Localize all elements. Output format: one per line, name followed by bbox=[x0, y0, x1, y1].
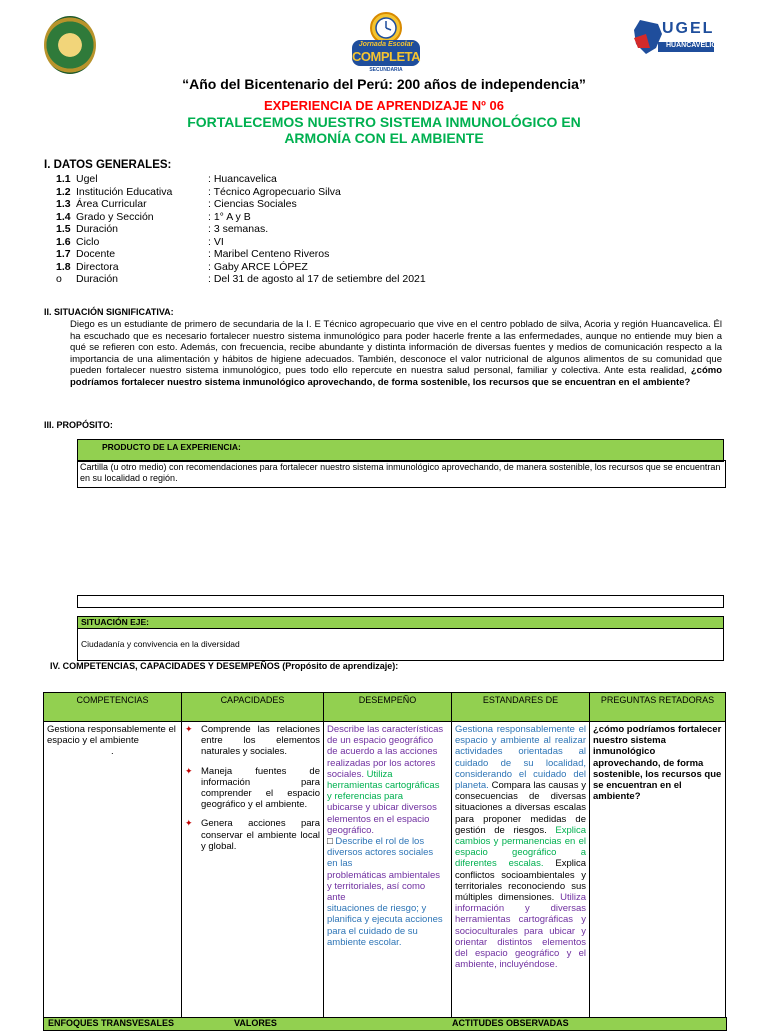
datos-value: : Ciencias Sociales bbox=[208, 198, 297, 210]
situacion-text: Diego es un estudiante de primero de secundaria de la I. E Técnico agropecuario que vive en el centro poblado de silva, Acoria y región Huancavelica. Él ha escuchado que es necesario fortalecer nuestro sistema inmunológico para poder hacerle frente a las enfermedades, aunque no entiende muy bien a qué se refieren con esto. Además, con frecuencia, recibe abundante y distinta información de diversas fuentes y medios de comunicación respecto a la importancia de una alimentación y hábitos de higiene adecuados. También, desconoce el valor nutricional de algunos alimentos de su comunidad que pueden fortalecer nuestro sistema inmunológico, pues todo ello repercute en nuestra salud personal, familiar y colectiva. Ante esta realidad, bbox=[70, 319, 722, 376]
estandares-cell: Gestiona responsablemente el espacio y ambiente al realizar actividades orientadas al cuidado de su localidad, considerando el cuidado del planeta. Compara las causas y consecuencias de diversas situaciones a diversas escalas para proponer medidas de gestión de riesgos. Explica cambios y permanencias en el espacio geográfico a diferentes escalas. Explica conflictos socioambientales y territoriales reconociendo sus múltiples dimensiones. Utiliza información y diversas herramientas cartográficas y socioculturales para ubicar y orientar distintos elementos del espacio geográfico y el ambiente, incluyéndose. bbox=[452, 722, 590, 1024]
datos-label: Duración bbox=[76, 223, 119, 235]
enfoques-header-row bbox=[43, 1017, 727, 1031]
desempeno-cell: Describe las características de un espacio geográfico de acuerdo a las acciones realizadas por los actores sociales. Utiliza herramientas cartográficas y referencias para ubicarse y ubicar diversos elementos en el espacio geográfico. □ Describe el rol de los diversos actores sociales en las problemáticas ambientales y territoriales, así como ante situaciones de riesgo; y planifica y ejecuta acciones para el cuidado de su ambiente escolar. bbox=[324, 722, 452, 1024]
datos-num: 1.2 bbox=[56, 185, 71, 198]
datos-num: 1.5 bbox=[56, 223, 71, 235]
producto-text: Cartilla (u otro medio) con recomendaciones para fortalecer nuestro sistema inmunológico aprovechando, de manera sostenible, los recursos que se encuentran en su localidad o región. bbox=[77, 460, 726, 488]
datos-value: : 3 semanas. bbox=[208, 223, 269, 235]
competencia-text: Gestiona responsablemente el espacio y el ambiente bbox=[47, 724, 176, 747]
datos-num: 1.4 bbox=[56, 210, 71, 223]
bullet-icon: ✦ bbox=[185, 765, 193, 776]
datos-table bbox=[56, 173, 426, 286]
datos-num: o bbox=[56, 273, 62, 285]
datos-label: Directora bbox=[76, 260, 119, 273]
logo-mid-text2: COMPLETA bbox=[352, 49, 420, 64]
eje-label: SITUACIÓN EJE: bbox=[81, 617, 150, 627]
ugel-logo-icon bbox=[632, 18, 722, 58]
datos-num: 1.7 bbox=[56, 248, 71, 260]
datos-value: : Gaby ARCE LÓPEZ bbox=[208, 260, 308, 273]
proposito-heading: III. PROPÓSITO: bbox=[44, 420, 113, 430]
col-capacidades: CAPACIDADES bbox=[182, 693, 324, 722]
situacion-question: ¿cómo podríamos fortalecer nuestro sistema inmunológico aprovechando, de forma sostenible, los recursos que se encuentran en el ambiente? bbox=[70, 365, 722, 388]
experience-number: EXPERIENCIA DE APRENDIZAJE Nº 06 bbox=[263, 98, 504, 113]
datos-num: 1.1 bbox=[56, 173, 71, 185]
datos-heading: I. DATOS GENERALES: bbox=[44, 159, 172, 171]
capacidades-cell bbox=[182, 722, 324, 1024]
datos-label: Ciclo bbox=[76, 235, 100, 248]
actitudes-label: ACTITUDES OBSERVADAS bbox=[452, 1018, 569, 1028]
datos-num: 1.6 bbox=[56, 235, 71, 248]
competencia-cell bbox=[44, 722, 182, 1024]
logo-right-text2: HUANCAVELICA bbox=[666, 42, 722, 49]
datos-value: : Del 31 de agosto al 17 de setiembre del 2021 bbox=[208, 273, 426, 285]
year-motto: “Año del Bicentenario del Perú: 200 años de independencia” bbox=[182, 76, 586, 92]
competencias-table bbox=[43, 692, 726, 1024]
capacidad-text: Genera acciones para conservar el ambiente local y global. bbox=[201, 818, 320, 852]
datos-value: : 1° A y B bbox=[208, 210, 251, 223]
capacidad-item bbox=[185, 766, 320, 811]
eje-text: Ciudadanía y convivencia en la diversidad bbox=[81, 639, 240, 649]
competencia-dot: . bbox=[111, 746, 114, 758]
datos-label: Docente bbox=[76, 248, 116, 260]
datos-value: : Técnico Agropecuario Silva bbox=[208, 185, 341, 198]
datos-label: Institución Educativa bbox=[76, 185, 173, 198]
bullet-icon: ✦ bbox=[185, 724, 193, 734]
datos-row bbox=[56, 198, 426, 211]
eje-text-box bbox=[77, 628, 724, 661]
capacidad-text: Maneja fuentes de información para comprender el espacio geográfico y el ambiente. bbox=[201, 765, 320, 811]
datos-row bbox=[56, 223, 426, 236]
page-title-line2: ARMONÍA CON EL AMBIENTE bbox=[284, 130, 484, 146]
col-competencias: COMPETENCIAS bbox=[44, 693, 182, 722]
logo-right-text1: UGEL bbox=[662, 20, 715, 37]
datos-row bbox=[56, 261, 426, 274]
valores-label: VALORES bbox=[234, 1018, 277, 1028]
situacion-heading: II. SITUACIÓN SIGNIFICATIVA: bbox=[44, 307, 174, 317]
bullet-icon: ✦ bbox=[185, 818, 193, 829]
datos-value: : Maribel Centeno Riveros bbox=[208, 248, 330, 260]
datos-label: Ugel bbox=[76, 173, 98, 185]
capacidad-item bbox=[185, 818, 320, 852]
capacidad-text: Comprende las relaciones entre los elementos naturales y sociales. bbox=[201, 724, 320, 758]
col-preguntas: PREGUNTAS RETADORAS bbox=[590, 693, 726, 722]
logo-mid-text3: SECUNDARIA bbox=[369, 67, 403, 73]
competencias-heading: IV. COMPETENCIAS, CAPACIDADES Y DESEMPEÑOS (Propósito de aprendizaje): bbox=[50, 661, 399, 671]
datos-row bbox=[56, 273, 426, 286]
logo-mid-text1: Jornada Escolar bbox=[358, 41, 414, 48]
shield-logo-icon bbox=[44, 16, 96, 74]
datos-row bbox=[56, 186, 426, 199]
producto-header bbox=[77, 439, 724, 462]
page-title-line1: FORTALECEMOS NUESTRO SISTEMA INMUNOLÓGICO EN bbox=[187, 114, 581, 130]
datos-row bbox=[56, 236, 426, 249]
enfoques-label: ENFOQUES TRANSVESALES bbox=[48, 1018, 175, 1028]
situacion-body bbox=[70, 319, 722, 388]
datos-label: Duración bbox=[76, 273, 119, 285]
datos-row bbox=[56, 248, 426, 261]
datos-num: 1.3 bbox=[56, 198, 71, 210]
pregunta-cell: ¿cómo podríamos fortalecer nuestro sistema inmunológico aprovechando, de forma sostenible, los recursos que se encuentran en el ambiente? bbox=[590, 722, 726, 1024]
datos-row bbox=[56, 211, 426, 224]
capacidad-item bbox=[185, 724, 320, 758]
col-desempeno: DESEMPEÑO bbox=[324, 693, 452, 722]
datos-label: Grado y Sección bbox=[76, 210, 154, 223]
producto-label: PRODUCTO DE LA EXPERIENCIA: bbox=[102, 442, 241, 452]
jornada-escolar-logo-icon bbox=[346, 8, 426, 74]
datos-row bbox=[56, 173, 426, 186]
datos-label: Área Curricular bbox=[76, 198, 147, 210]
datos-num: 1.8 bbox=[56, 260, 71, 273]
empty-box bbox=[77, 595, 724, 608]
datos-value: : VI bbox=[208, 235, 224, 248]
col-estandares: ESTANDARES DE bbox=[452, 693, 590, 722]
datos-value: : Huancavelica bbox=[208, 173, 277, 185]
